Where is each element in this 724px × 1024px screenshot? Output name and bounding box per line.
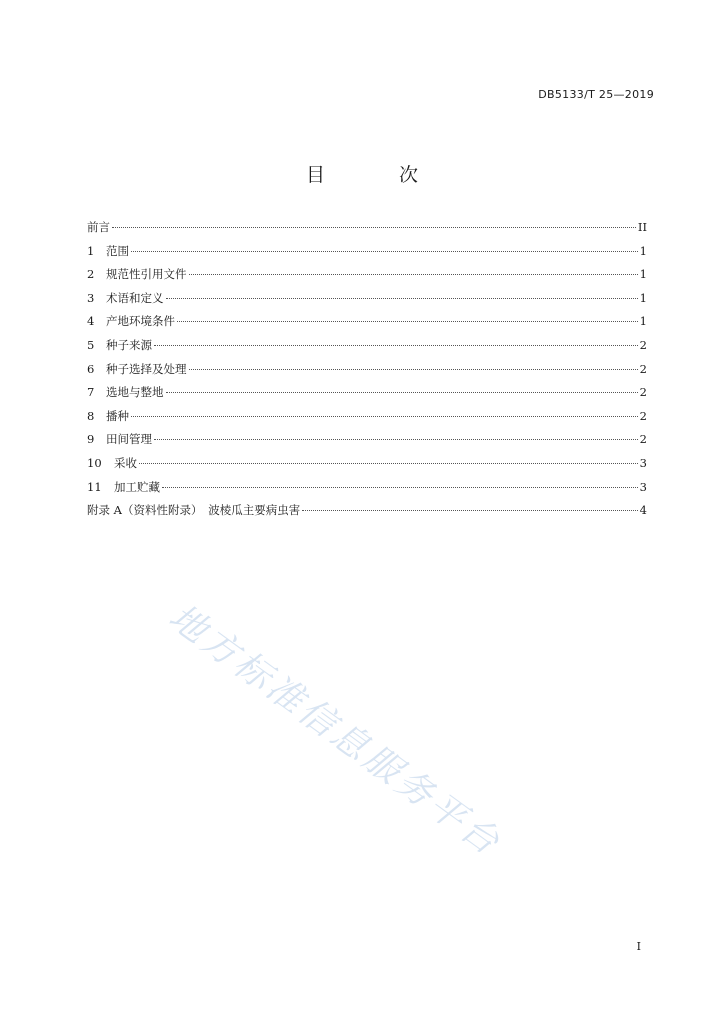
toc-entry[interactable] — [87, 219, 647, 243]
toc-dot-leader — [112, 227, 636, 228]
toc-entry-number: 10 — [87, 455, 102, 470]
toc-entry-number: 6 — [87, 361, 95, 376]
toc-entry[interactable] — [87, 266, 647, 290]
toc-entry-number: 7 — [87, 385, 95, 400]
table-of-contents — [87, 219, 647, 526]
toc-dot-leader — [154, 439, 638, 440]
toc-entry-label: 附录 A（资料性附录） 波棱瓜主要病虫害 — [87, 503, 301, 518]
toc-entry-label: 种子选择及处理 — [106, 361, 187, 376]
toc-dot-leader — [189, 369, 638, 370]
toc-dot-leader — [166, 392, 638, 393]
toc-entry[interactable] — [87, 431, 647, 455]
toc-entry[interactable] — [87, 313, 647, 337]
toc-entry-page: 3 — [639, 455, 647, 470]
toc-entry[interactable] — [87, 337, 647, 361]
toc-entry[interactable] — [87, 455, 647, 479]
toc-entry-label: 范围 — [106, 243, 129, 258]
page-title: 目 次 — [305, 164, 453, 186]
toc-entry-number: 9 — [87, 432, 95, 447]
toc-entry-page: 4 — [639, 503, 647, 518]
toc-dot-leader — [131, 416, 638, 417]
toc-entry[interactable] — [87, 502, 647, 526]
toc-dot-leader — [139, 463, 638, 464]
toc-entry[interactable] — [87, 290, 647, 314]
toc-entry[interactable] — [87, 479, 647, 503]
toc-dot-leader — [154, 345, 638, 346]
toc-dot-leader — [162, 487, 638, 488]
toc-entry-number: 1 — [87, 243, 95, 258]
toc-entry-page: 2 — [639, 361, 647, 376]
toc-entry-label: 采收 — [114, 455, 137, 470]
toc-entry-page: 2 — [639, 385, 647, 400]
toc-entry-label: 规范性引用文件 — [106, 267, 187, 282]
toc-entry-label: 田间管理 — [106, 432, 152, 447]
toc-entry-number: 5 — [87, 337, 95, 352]
toc-entry-label: 播种 — [106, 408, 129, 423]
toc-dot-leader — [302, 510, 637, 511]
toc-entry-page: 3 — [639, 479, 647, 494]
toc-entry-number: 2 — [87, 267, 95, 282]
toc-entry-label: 加工贮藏 — [114, 479, 160, 494]
toc-entry-label: 前言 — [87, 220, 110, 234]
toc-entry-label: 产地环境条件 — [106, 314, 175, 329]
toc-dot-leader — [131, 251, 638, 252]
toc-entry-number: 11 — [87, 479, 102, 494]
toc-entry-number: 8 — [87, 408, 95, 423]
toc-dot-leader — [166, 298, 638, 299]
toc-entry[interactable] — [87, 361, 647, 385]
toc-entry-page: 1 — [639, 243, 647, 258]
page-number: I — [636, 940, 641, 953]
toc-entry-page: 2 — [639, 432, 647, 447]
toc-entry-page: 1 — [639, 314, 647, 329]
toc-entry-label: 术语和定义 — [106, 290, 164, 305]
toc-entry[interactable] — [87, 384, 647, 408]
toc-entry-label: 选地与整地 — [106, 385, 164, 400]
toc-entry-label: 种子来源 — [106, 337, 152, 352]
toc-entry[interactable] — [87, 243, 647, 267]
toc-entry-page: 1 — [639, 267, 647, 282]
toc-entry-page: II — [637, 220, 647, 234]
toc-dot-leader — [189, 274, 638, 275]
watermark: 地方标准信息服务平台 — [161, 596, 509, 865]
toc-entry-page: 2 — [639, 408, 647, 423]
toc-entry-number: 3 — [87, 290, 95, 305]
toc-dot-leader — [177, 321, 638, 322]
toc-entry-number: 4 — [87, 314, 95, 329]
toc-entry[interactable] — [87, 408, 647, 432]
toc-entry-page: 2 — [639, 337, 647, 352]
toc-entry-page: 1 — [639, 290, 647, 305]
standard-code: DB5133/T 25—2019 — [538, 88, 654, 101]
